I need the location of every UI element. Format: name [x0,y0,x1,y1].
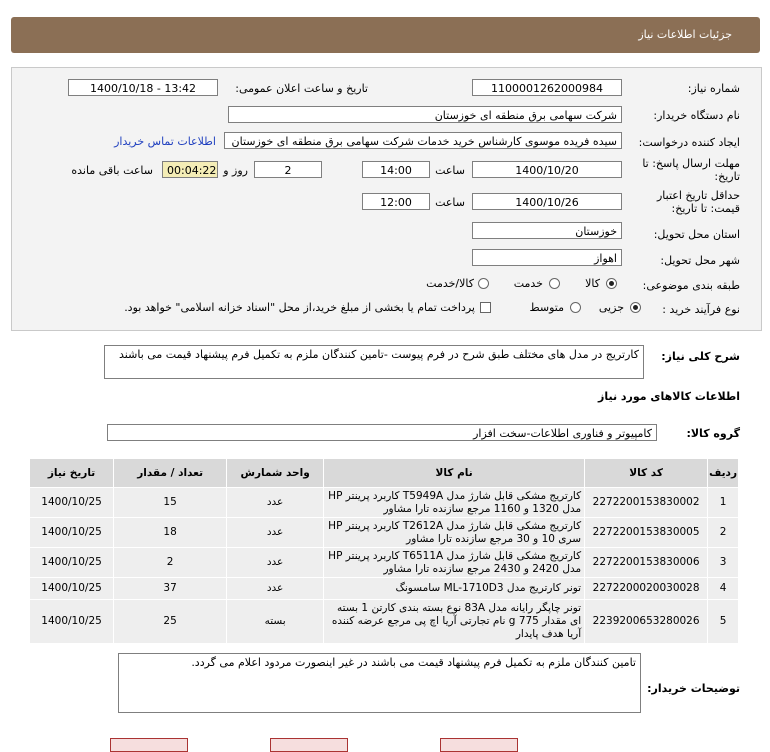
category-radio-both[interactable] [478,278,489,289]
deadline-time-field[interactable]: 14:00 [362,161,430,178]
province-label: استان محل تحویل: [653,228,740,241]
table-row[interactable] [30,518,739,548]
buyer-org-label: نام دستگاه خریدار: [653,109,740,122]
province-field[interactable]: خوزستان [472,222,622,239]
deadline-date-field[interactable]: 1400/10/20 [472,161,622,178]
requester-field[interactable]: سیده فریده موسوی کارشناس خرید خدمات شرکت سهامی برق منطقه ای خوزستان [224,132,622,149]
row-date: 1400/10/25 [30,488,114,518]
header-bar [11,17,760,53]
row-code: 2239200653280026 [585,600,708,644]
row-code: 2272200153830005 [585,518,708,548]
row-code: 2272200153830002 [585,488,708,518]
col-unit: واحد شمارش [227,459,324,488]
goods-group-label: گروه کالا: [686,427,740,440]
deadline-label-1: مهلت ارسال پاسخ: تا [642,157,740,170]
purchase-radio-medium[interactable] [570,302,581,313]
row-date: 1400/10/25 [30,548,114,578]
need-number-field[interactable]: 1100001262000984 [472,79,622,96]
description-label: شرح کلی نیاز: [661,350,740,363]
category-label: طبقه بندی موضوعی: [642,279,740,292]
row-code: 2272200020030028 [585,578,708,600]
action-button-2[interactable] [270,738,348,752]
description-box: کارتریج در مدل های مختلف طبق شرح در فرم پیوست -تامین کنندگان ملزم به تکمیل فرم پیشنهاد قیمت می باشند [104,345,644,379]
row-date: 1400/10/25 [30,518,114,548]
category-option-service: خدمت [513,277,543,290]
row-unit: عدد [227,548,324,578]
category-radio-service[interactable] [549,278,560,289]
row-name: تونر چاپگر رایانه مدل 83A نوع بسته بندی کارتن 1 بسته ای مقدار 775 g نام تجارتی آریا اچ پی مرجع عرضه کننده آریا هدف پایدار [324,600,585,644]
announce-label: تاریخ و ساعت اعلان عمومی: [235,82,368,95]
col-date: تاریخ نیاز [30,459,114,488]
action-button-3[interactable] [440,738,518,752]
table-row[interactable] [30,488,739,518]
col-index: ردیف [708,459,739,488]
col-name: نام کالا [324,459,585,488]
days-remaining-field[interactable]: 2 [254,161,322,178]
row-index: 4 [708,578,739,600]
validity-label-1: حداقل تاریخ اعتبار [656,189,740,202]
row-unit: عدد [227,518,324,548]
row-date: 1400/10/25 [30,600,114,644]
table-row[interactable] [30,548,739,578]
goods-table [29,458,739,644]
row-index: 3 [708,548,739,578]
remaining-label: ساعت باقی مانده [71,164,153,177]
buyer-org-field[interactable]: شرکت سهامی برق منطقه ای خوزستان [228,106,622,123]
validity-label-2: قیمت: تا تاریخ: [671,202,740,215]
col-code: کد کالا [585,459,708,488]
goods-section-title: اطلاعات کالاهای مورد نیاز [598,390,740,403]
buyer-notes-box: تامین کنندگان ملزم به تکمیل فرم پیشنهاد قیمت می باشند در غیر اینصورت مردود اعلام می گردد. [118,653,641,713]
buyer-notes-label: توضیحات خریدار: [647,682,740,695]
purchase-option-minor: جزیی [598,301,624,314]
row-name: کارتریج مشکی قابل شارژ مدل T6511A کاربرد پرینتر HP مدل 2420 و 2430 مرجع سازنده تارا مشاور [324,548,585,578]
deadline-label-2: تاریخ: [714,170,740,183]
col-qty: تعداد / مقدار [114,459,227,488]
row-code: 2272200153830006 [585,548,708,578]
days-label: روز و [223,164,248,177]
row-unit: عدد [227,578,324,600]
buyer-contact-link[interactable]: اطلاعات تماس خریدار [114,135,216,148]
requester-label: ایجاد کننده درخواست: [638,136,740,149]
category-option-goods: کالا [585,277,600,290]
payment-note: پرداخت تمام یا بخشی از مبلغ خرید،از محل "اسناد خزانه اسلامی" خواهد بود. [124,301,475,314]
purchase-radio-minor[interactable] [630,302,641,313]
remaining-time-field: 00:04:22 [162,161,218,178]
goods-group-field[interactable]: کامپیوتر و فناوری اطلاعات-سخت افزار [107,424,657,441]
city-label: شهر محل تحویل: [660,254,740,267]
deadline-time-label: ساعت [435,164,465,177]
row-qty: 18 [114,518,227,548]
row-qty: 37 [114,578,227,600]
treasury-checkbox[interactable] [480,302,491,313]
row-index: 2 [708,518,739,548]
goods-table-header [30,459,739,488]
table-row[interactable] [30,600,739,644]
row-name: تونر کارتریج مدل ML-1710D3 سامسونگ [324,578,585,600]
page-title: جزئیات اطلاعات نیاز [638,28,732,41]
action-button-1[interactable] [110,738,188,752]
row-date: 1400/10/25 [30,578,114,600]
announce-datetime-field[interactable]: 1400/10/18 - 13:42 [68,79,218,96]
validity-date-field[interactable]: 1400/10/26 [472,193,622,210]
row-unit: بسته [227,600,324,644]
need-number-label: شماره نیاز: [687,82,740,95]
row-name: کارتریج مشکی قابل شارژ مدل T5949A کاربرد پرینتر HP مدل 1320 و 1160 مرجع سازنده تارا مشاور [324,488,585,518]
purchase-type-label: نوع فرآیند خرید : [662,303,740,316]
category-option-both: کالا/خدمت [426,277,474,290]
category-radio-goods[interactable] [606,278,617,289]
row-name: کارتریج مشکی قابل شارژ مدل T2612A کاربرد پرینتر HP سری 10 و 30 مرجع سازنده تارا مشاور [324,518,585,548]
city-field[interactable]: اهواز [472,249,622,266]
purchase-option-medium: متوسط [529,301,564,314]
table-row[interactable] [30,578,739,600]
row-qty: 25 [114,600,227,644]
row-index: 5 [708,600,739,644]
row-index: 1 [708,488,739,518]
validity-time-label: ساعت [435,196,465,209]
row-qty: 15 [114,488,227,518]
row-unit: عدد [227,488,324,518]
row-qty: 2 [114,548,227,578]
validity-time-field[interactable]: 12:00 [362,193,430,210]
